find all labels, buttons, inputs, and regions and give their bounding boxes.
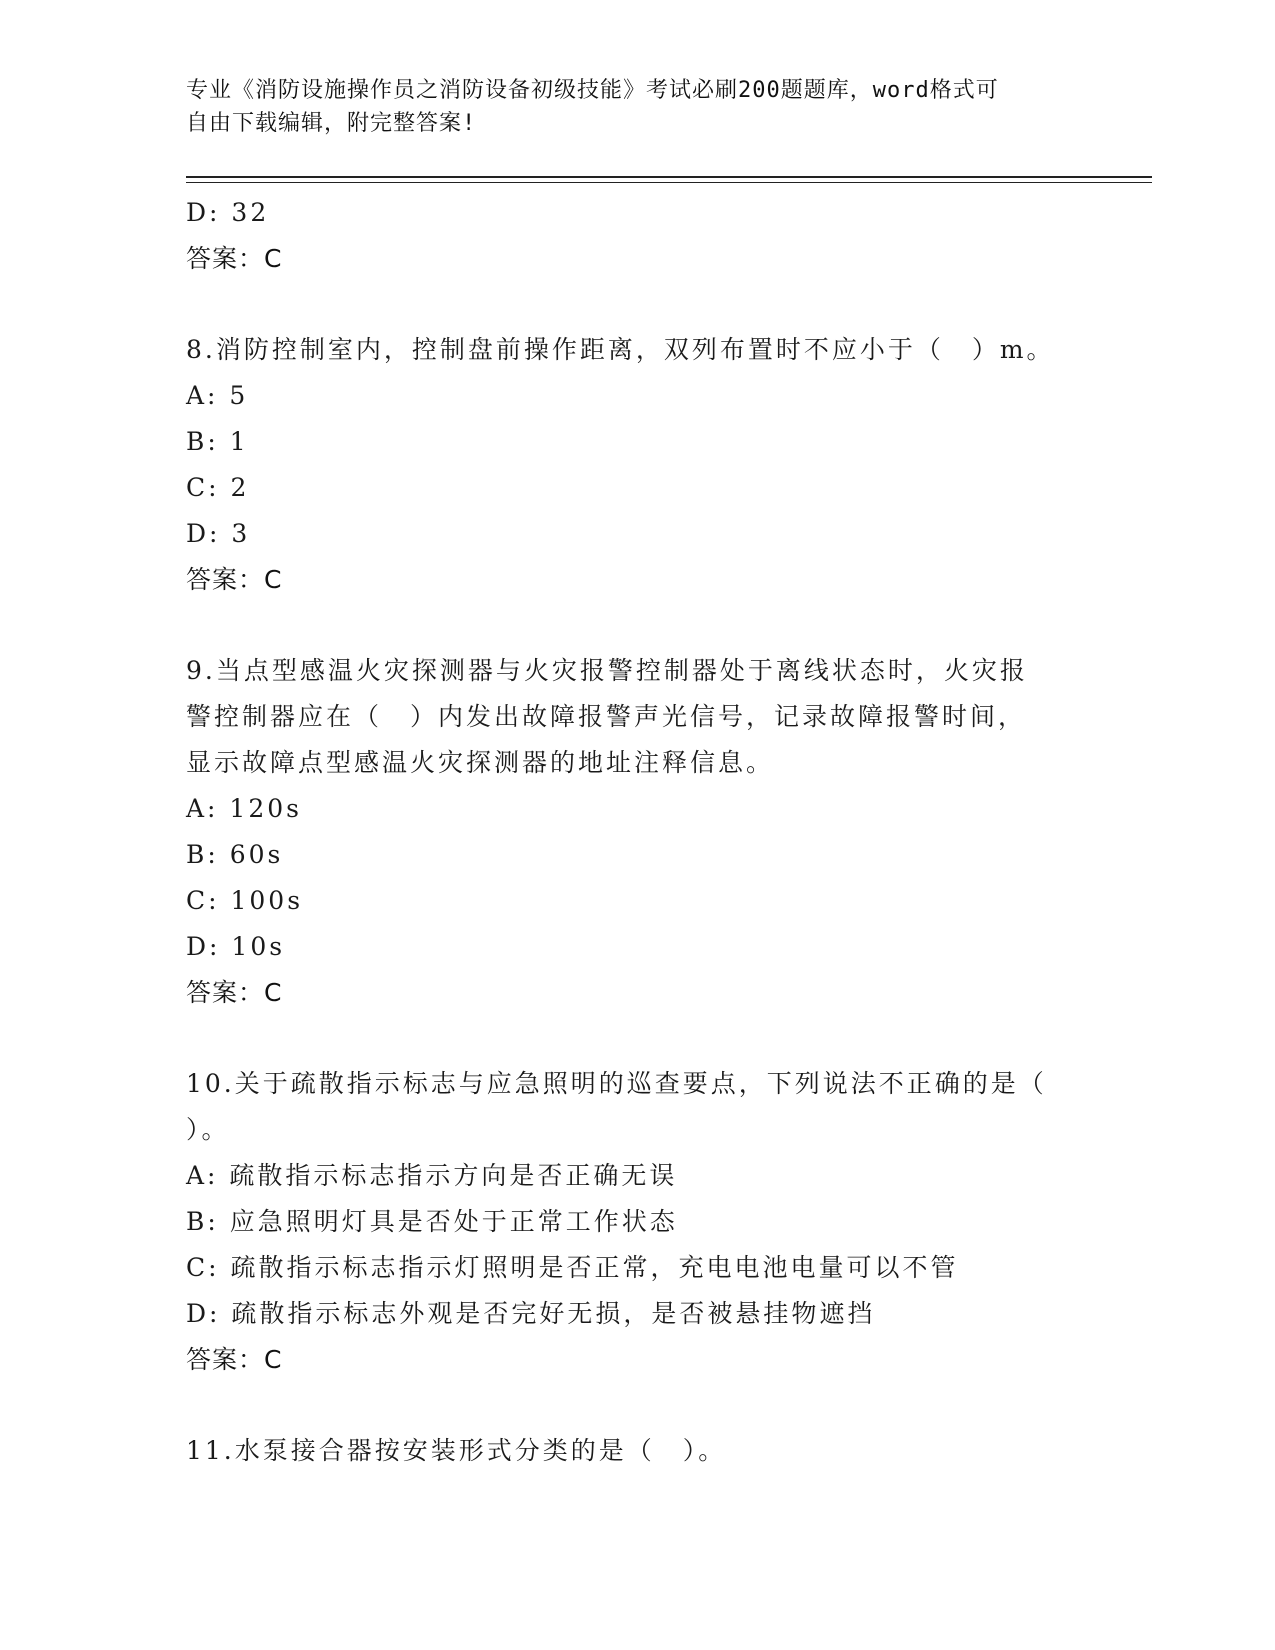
- question-stem-line: 11.水泵接合器按安装形式分类的是（ ）。: [186, 1436, 727, 1465]
- option-b: B: 应急照明灯具是否处于正常工作状态: [186, 1207, 678, 1236]
- header-line-2: 自由下载编辑，附完整答案!: [186, 111, 477, 136]
- option-d: D: 10s: [186, 932, 286, 961]
- answer-label: 答案：C: [186, 1345, 283, 1374]
- option-b: B: 60s: [186, 840, 284, 869]
- spacer: [186, 603, 1086, 648]
- option-d: D: 3: [186, 519, 251, 548]
- document-header: [186, 74, 1066, 140]
- header-divider-thin: [186, 182, 1152, 183]
- spacer: [186, 1383, 1086, 1428]
- answer-label: 答案：C: [186, 565, 283, 594]
- option-c: C: 2: [186, 473, 250, 502]
- header-divider-thick: [186, 176, 1152, 178]
- option-c: C: 100s: [186, 886, 304, 915]
- question-11: [186, 1428, 1086, 1474]
- question-7-tail: [186, 190, 1086, 282]
- question-stem-line: 10.关于疏散指示标志与应急照明的巡查要点，下列说法不正确的是（: [186, 1069, 1047, 1098]
- option-a: A: 120s: [186, 794, 302, 823]
- option-d: D: 疏散指示标志外观是否完好无损，是否被悬挂物遮挡: [186, 1299, 876, 1328]
- option-a: A: 5: [186, 381, 249, 410]
- question-stem-line: 警控制器应在（ ）内发出故障报警声光信号，记录故障报警时间，: [186, 702, 1027, 731]
- spacer: [186, 1016, 1086, 1061]
- question-stem-line: 显示故障点型感温火灾探测器的地址注释信息。: [186, 748, 775, 777]
- option-a: A: 疏散指示标志指示方向是否正确无误: [186, 1161, 678, 1190]
- option-c: C: 疏散指示标志指示灯照明是否正常，充电电池电量可以不管: [186, 1253, 959, 1282]
- option-b: B: 1: [186, 427, 249, 456]
- question-list: [186, 190, 1086, 1474]
- question-10: [186, 1061, 1086, 1383]
- question-stem-line: ）。: [186, 1115, 230, 1144]
- question-stem-line: 9.当点型感温火灾探测器与火灾报警控制器处于离线状态时，火灾报: [186, 656, 1028, 685]
- question-stem-line: 8.消防控制室内，控制盘前操作距离，双列布置时不应小于（ ）m。: [186, 335, 1055, 364]
- option-d: D: 32: [186, 198, 270, 227]
- answer-label: 答案：C: [186, 978, 283, 1007]
- header-line-1: 专业《消防设施操作员之消防设备初级技能》考试必刷200题题库，word格式可: [186, 78, 999, 103]
- answer-label: 答案：C: [186, 244, 283, 273]
- question-8: [186, 327, 1086, 603]
- question-9: [186, 648, 1086, 1016]
- spacer: [186, 282, 1086, 327]
